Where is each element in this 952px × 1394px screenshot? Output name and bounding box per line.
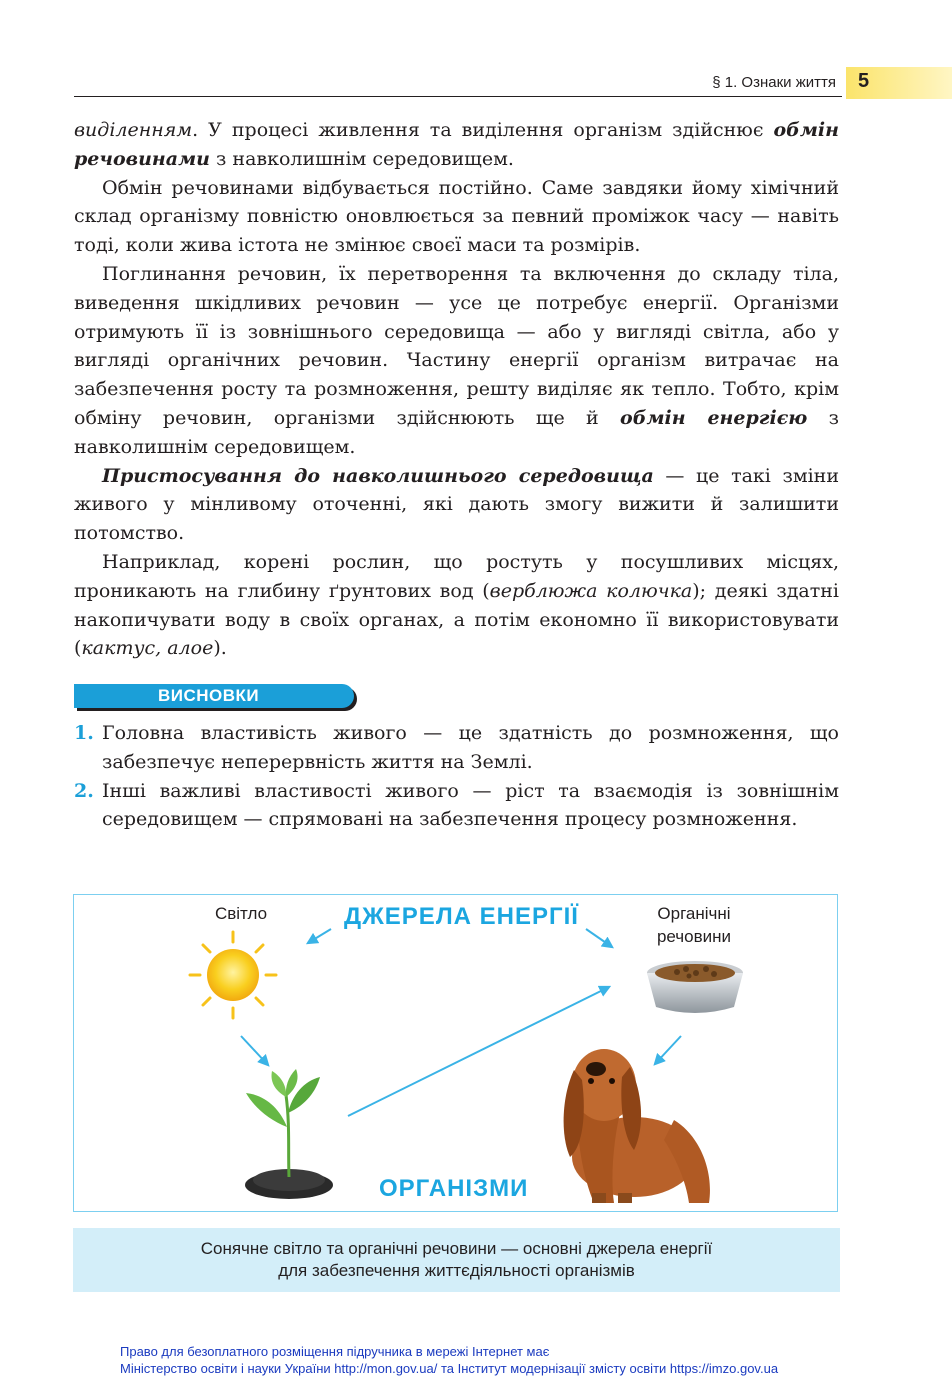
conclusions-heading: ВИСНОВКИ <box>158 686 260 705</box>
organic-label-line-1: Органічні <box>657 904 731 923</box>
conclusion-item <box>74 719 839 777</box>
energy-sources-title: ДЖЕРЕЛА ЕНЕРГІЇ <box>344 903 579 930</box>
term-adaptation: Пристосування до навколишнього середовища <box>102 464 654 487</box>
conclusions-heading-tab <box>74 684 354 708</box>
paragraph-3 <box>74 260 839 462</box>
organic-label-line-2: речовини <box>656 927 732 946</box>
conclusion-text: Інші важливі властивості живого — ріст та взаємодія із зовнішнім середовищем — спрямовані на забезпечення процесу розмноження. <box>102 779 839 831</box>
conclusion-number: 2. <box>74 779 94 802</box>
example-cactus-aloe: кактус, алое <box>81 637 214 660</box>
page-number: 5 <box>858 70 870 92</box>
footer-line-2: Міністерство освіти і науки України http://mon.gov.ua/ та Інститут модернізації змісту освіти https://imzo.gov.ua <box>120 1361 779 1376</box>
paragraph-5 <box>74 548 839 663</box>
light-label: Світло <box>214 904 268 923</box>
conclusion-item <box>74 777 839 835</box>
conclusion-number: 1. <box>74 722 94 744</box>
dog-icon <box>564 1049 710 1203</box>
running-header <box>74 70 842 97</box>
term-energy-exchange: обмін енергією <box>620 406 808 429</box>
example-camel-thorn: верблюжа колючка <box>489 579 693 602</box>
paragraph-1-text: . У процесі живлення та виділення організм здійснює <box>192 119 774 141</box>
energy-sources-figure <box>73 894 838 1212</box>
plant-icon <box>245 1069 333 1199</box>
paragraph-3-end: з навколишнім середовищем. <box>74 406 839 458</box>
term-metabolism: обмін речовинами <box>74 119 839 170</box>
paragraph-5-middle: ); деякі здатні накопичувати воду в своїх органах, а потім економно її використовувати ( <box>74 579 839 660</box>
body-text <box>74 116 839 663</box>
footer-line-1: Право для безоплатного розміщення підручника в мережі Інтернет має <box>120 1344 550 1359</box>
section-title: § 1. Ознаки життя <box>712 74 836 91</box>
paragraph-1 <box>74 116 839 174</box>
term-excretion: виділенням <box>74 119 193 141</box>
organisms-label: ОРГАНІЗМИ <box>379 1175 529 1202</box>
paragraph-5-text: Наприклад, корені рослин, що ростуть у посушливих місцях, проникають на глибину ґрунтових вод ( <box>74 550 839 602</box>
sun-icon <box>190 932 276 1018</box>
footer-notice <box>120 1343 880 1377</box>
paragraph-1-end: з навколишнім середовищем. <box>209 147 514 170</box>
paragraph-2: Обмін речовинами відбувається постійно. Саме завдяки йому хімічний склад організму повністю оновлюється за певний проміжок часу — навіть тоді, коли жива істота не змінює своєї маси та розмірів. <box>74 176 839 257</box>
paragraph-4 <box>74 462 839 548</box>
page-number-tab <box>846 67 952 99</box>
paragraph-4-text: — це такі зміни живого у мінливому оточенні, які дають змогу вижити й залишити потомство. <box>74 464 839 545</box>
caption-line-1: Сонячне світло та органічні речовини — основні джерела енергії <box>200 1239 713 1258</box>
paragraph-5-end: ). <box>213 637 227 660</box>
figure-caption <box>73 1228 840 1292</box>
paragraph-3-text: Поглинання речовин, їх перетворення та включення до складу тіла, виведення шкідливих речовин — усе це потребує енергії. Організми отримують її із зовнішнього середовища — або у вигляді світла, або у вигляді органічних речовин. Частину енергії організм витрачає на забезпечення росту та розмноження, решту виділяє як тепло. Тобто, крім обміну речовин, організми здійснюють ще й <box>74 262 839 429</box>
conclusion-text: Головна властивість живого — це здатність до розмноження, що забезпечує неперервність життя на Землі. <box>102 722 839 773</box>
conclusions-list <box>74 719 839 834</box>
caption-line-2: для забезпечення життєдіяльності організмів <box>278 1261 635 1280</box>
food-bowl-icon <box>647 961 743 1013</box>
